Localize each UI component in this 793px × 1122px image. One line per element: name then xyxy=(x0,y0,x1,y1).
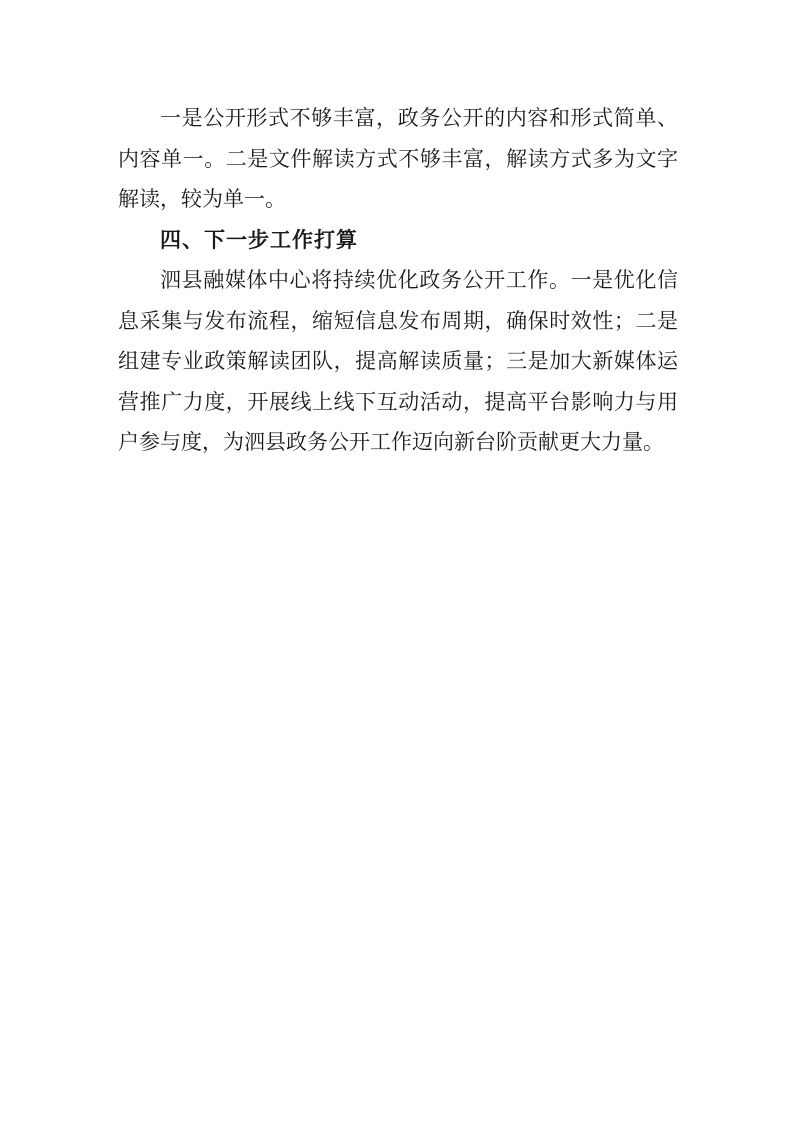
paragraph-line: 解读，较为单一。 xyxy=(118,187,286,211)
paragraph-shortcomings xyxy=(118,98,678,220)
paragraph-next-steps xyxy=(118,260,678,463)
paragraph-line: 组建专业政策解读团队，提高解读质量；三是加大新媒体运 xyxy=(118,349,678,373)
paragraph-line: 一是公开形式不够丰富，政务公开的内容和形式简单、 xyxy=(160,106,678,130)
paragraph-line: 息采集与发布流程，缩短信息发布周期，确保时效性；二是 xyxy=(118,308,678,333)
paragraph-line: 内容单一。二是文件解读方式不够丰富，解读方式多为文字 xyxy=(118,146,678,171)
paragraph-line: 户参与度，为泗县政务公开工作迈向新台阶贡献更大力量。 xyxy=(118,430,664,454)
paragraph-line: 营推广力度，开展线上线下互动活动，提高平台影响力与用 xyxy=(118,389,678,414)
paragraph-line: 泗县融媒体中心将持续优化政务公开工作。一是优化信 xyxy=(160,268,678,292)
section-heading: 四、下一步工作打算 xyxy=(160,227,358,252)
document-body xyxy=(118,98,678,463)
